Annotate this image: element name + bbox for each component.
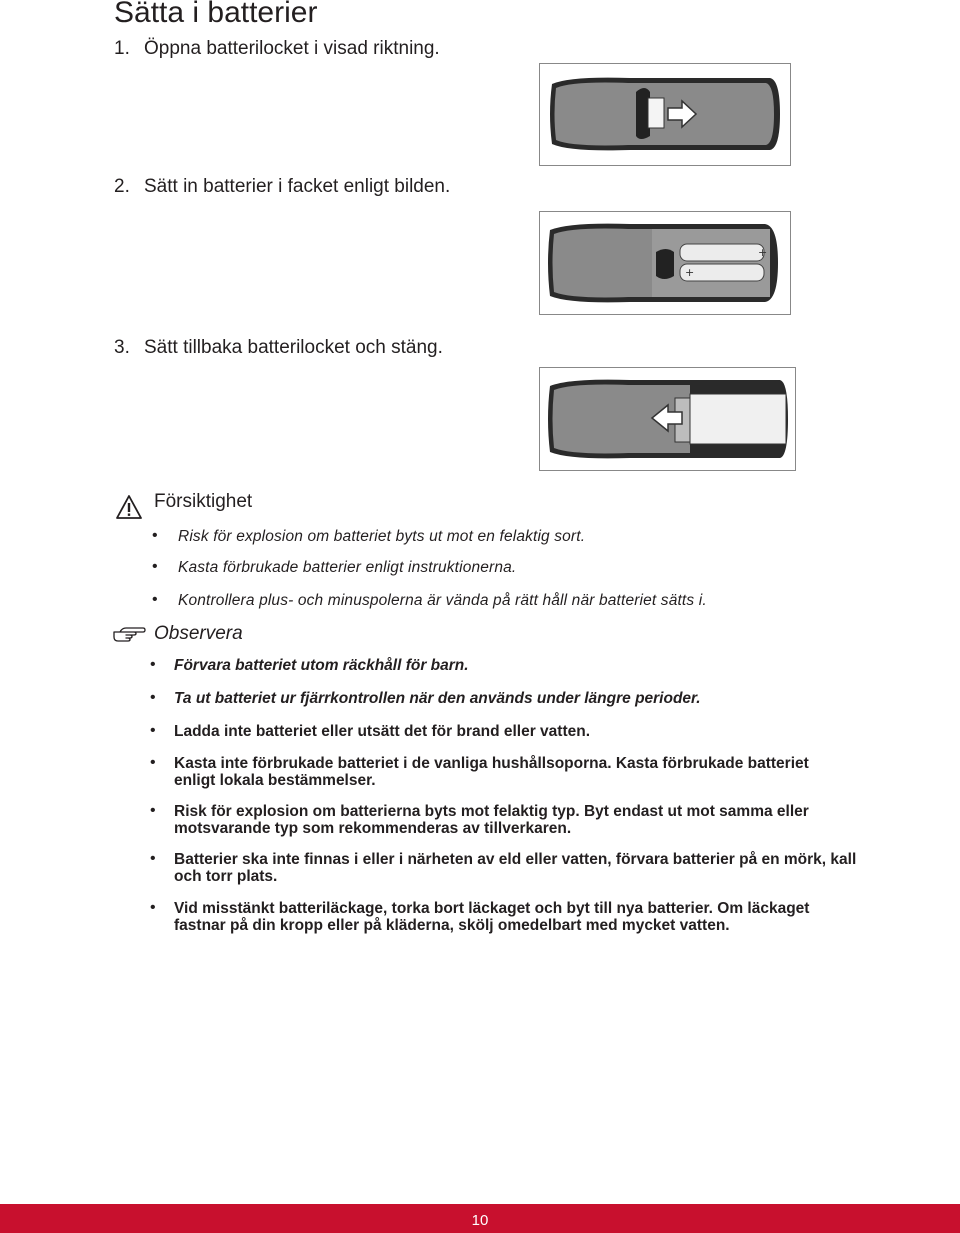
bullet-icon: • [150, 754, 156, 771]
step-3 [114, 337, 443, 359]
remote-open-cover-illustration [540, 64, 790, 165]
note-item-text: Ta ut batteriet ur fjärrkontrollen när den används under längre perioder. [174, 690, 701, 707]
step-text: Sätt in batterier i facket enligt bilden. [144, 176, 451, 197]
step-2 [114, 176, 450, 198]
remote-close-cover-illustration [540, 368, 795, 470]
figure-close-cover [539, 367, 796, 471]
step-number: 3. [114, 337, 130, 358]
note-item-text: Kasta inte förbrukade batteriet i de vanliga hushållsoporna. Kasta förbrukade batteriet enligt lokala bestämmelser. [174, 755, 809, 789]
figure-insert-batteries [539, 211, 791, 315]
note-item-text: Risk för explosion om batterierna byts mot felaktig typ. Byt endast ut mot samma eller motsvarande typ som rekommenderas av tillverkaren. [174, 803, 809, 837]
bullet-icon: • [152, 591, 158, 608]
bullet-icon: • [150, 802, 156, 819]
bullet-icon: • [152, 527, 158, 544]
plus-mark: + [758, 246, 768, 259]
caution-heading: Försiktighet [154, 491, 253, 512]
caution-item-text: Kontrollera plus- och minuspolerna är vända på rätt håll när batteriet sätts i. [178, 592, 707, 609]
step-number: 1. [114, 38, 130, 59]
bullet-icon: • [150, 689, 156, 706]
step-text: Öppna batterilocket i visad riktning. [144, 38, 440, 59]
remote-batteries-illustration [540, 212, 790, 314]
note-item-text: Batterier ska inte finnas i eller i närheten av eld eller vatten, förvara batterier på en mörk, kall och torr plats. [174, 851, 857, 885]
note-heading: Observera [154, 623, 243, 644]
note-item-text: Vid misstänkt batteriläckage, torka bort läckaget och byt till nya batterier. Om läckaget fastnar på din kropp eller på kläderna, skölj omedelbart med mycket vatten. [174, 900, 810, 934]
caution-item-text: Kasta förbrukade batterier enligt instruktionerna. [178, 559, 517, 576]
warning-triangle-icon [115, 494, 143, 520]
bullet-icon: • [150, 656, 156, 673]
pointing-hand-icon [112, 626, 146, 642]
page-title: Sätta i batterier [114, 0, 318, 29]
bullet-icon: • [152, 558, 158, 575]
page-number: 10 [471, 1212, 489, 1229]
note-item-text: Förvara batteriet utom räckhåll för barn. [174, 657, 469, 674]
bullet-icon: • [150, 850, 156, 867]
note-item-text: Ladda inte batteriet eller utsätt det för brand eller vatten. [174, 723, 591, 740]
step-1 [114, 38, 440, 60]
step-number: 2. [114, 176, 130, 197]
plus-mark: + [685, 266, 695, 279]
page-footer [0, 1204, 960, 1233]
step-text: Sätt tillbaka batterilocket och stäng. [144, 337, 443, 358]
bullet-icon: • [150, 722, 156, 739]
figure-open-cover [539, 63, 791, 166]
caution-item-text: Risk för explosion om batteriet byts ut mot en felaktig sort. [178, 528, 586, 545]
bullet-icon: • [150, 899, 156, 916]
